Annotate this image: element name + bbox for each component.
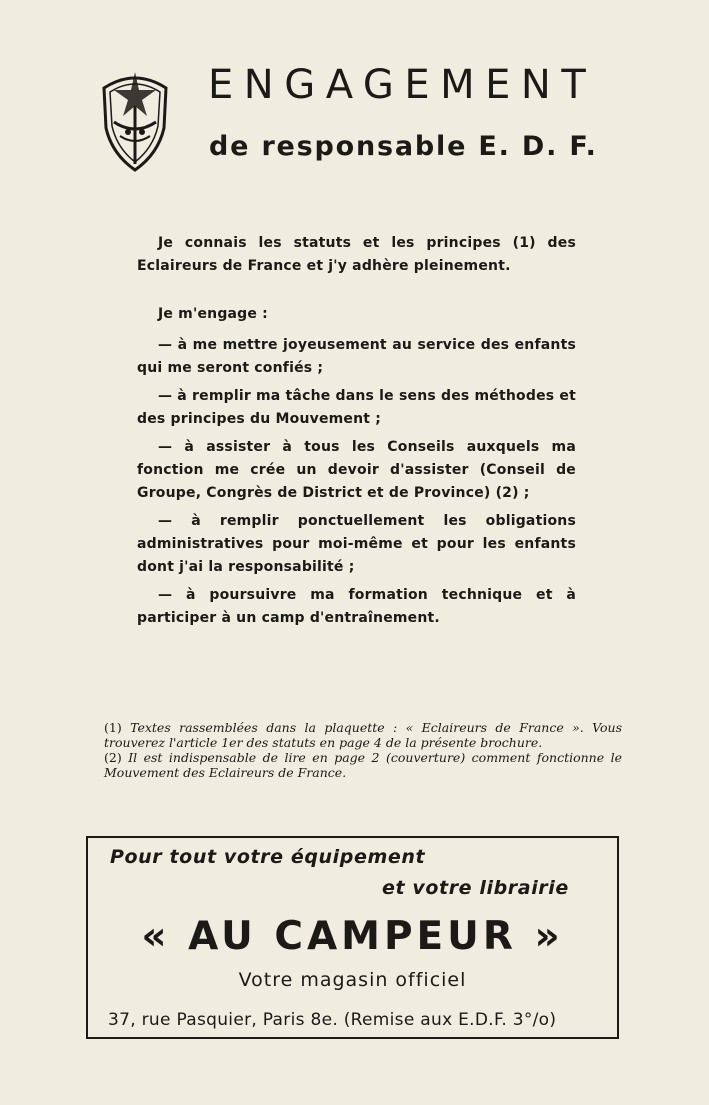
ad-shop-name: « AU CAMPEUR » [141,914,564,959]
ad-address: 37, rue Pasquier, Paris 8e. (Remise aux E.D.F. 3°/o) [108,1010,557,1030]
commitment-item: — à me mettre joyeusement au service des enfants qui me seront confiés ; [137,337,576,376]
footnote-text: Il est indispensable de lire en page 2 (couverture) comment fonctionne le Mouvement des Eclaireurs de France. [104,750,622,780]
ad-subtitle: Votre magasin officiel [238,969,467,991]
footnotes [104,720,622,780]
document-title: ENGAGEMENT [208,62,597,108]
advertisement-box [86,836,619,1039]
footnote-text: Textes rassemblées dans la plaquette : « Eclaireurs de France ». Vous trouverez l'article 1er des statuts en page 4 de la présente brochure. [104,720,622,750]
ad-tagline-1: Pour tout votre équipement [110,846,426,868]
edf-scout-emblem-icon [100,66,170,176]
footnote-2 [104,750,622,780]
commitment-item: — à poursuivre ma formation technique et à participer à un camp d'entraînement. [137,587,576,626]
document-subtitle: de responsable E. D. F. [209,131,598,162]
footnote-number: (2) [104,750,122,765]
footnote-number: (1) [104,720,122,735]
intro-paragraph: Je connais les statuts et les principes (1) des Eclaireurs de France et j'y adhère pleinement. [137,235,576,274]
ad-tagline-2: et votre librairie [382,877,569,899]
commitment-text [137,232,576,630]
commitment-lead: Je m'engage : [158,306,268,322]
footnote-1 [104,720,622,750]
commitment-item: — à remplir ma tâche dans le sens des méthodes et des principes du Mouvement ; [137,388,576,427]
commitment-item: — à remplir ponctuellement les obligations administratives pour moi-même et pour les enfants dont j'ai la responsabilité ; [137,513,576,575]
commitment-item: — à assister à tous les Conseils auxquels ma fonction me crée un devoir d'assister (Conseil de Groupe, Congrès de District et de Province) (2) ; [137,439,576,501]
